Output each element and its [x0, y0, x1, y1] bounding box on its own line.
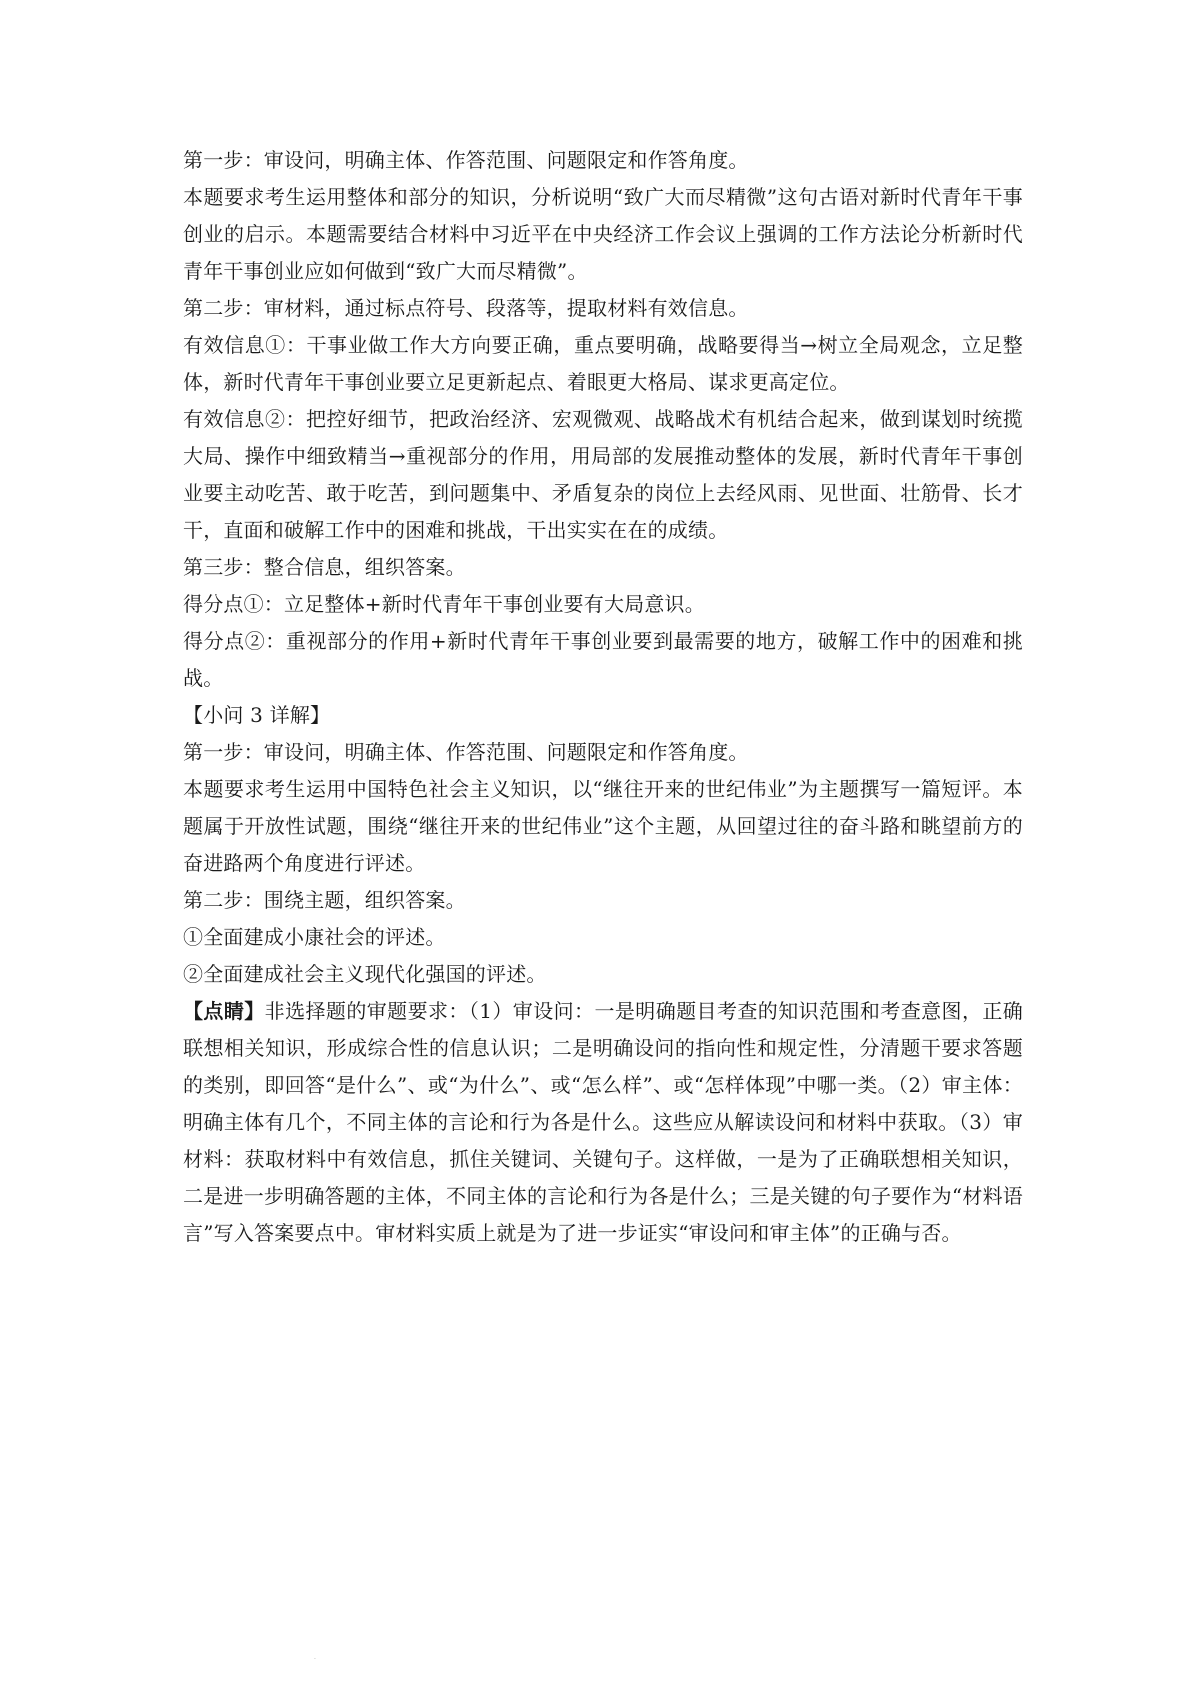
- valid-info-two: 有效信息②：把控好细节，把政治经济、宏观微观、战略战术有机结合起来，做到谋划时统揽大局、操作中细致精当→重视部分的作用，用局部的发展推动整体的发展，新时代青年干事创业要主动吃苦、敢于吃苦，到问题集中、矛盾复杂的岗位上去经风雨、见世面、壮筋骨、长才干，直面和破解工作中的困难和挑战，干出实实在在的成绩。: [183, 407, 1023, 542]
- dianjing-label: 【点睛】: [183, 999, 265, 1023]
- step-three-heading: 第三步：整合信息，组织答案。: [183, 555, 466, 579]
- sub-question-3-heading: 【小问 3 详解】: [183, 703, 331, 727]
- dianjing-paragraph: [183, 993, 1023, 1252]
- page-mark: .: [314, 1654, 316, 1661]
- step-one-heading-q3: 第一步：审设问，明确主体、作答范围、问题限定和作答角度。: [183, 740, 749, 764]
- answer-point-two: ②全面建成社会主义现代化强国的评述。: [183, 962, 547, 986]
- step-one-heading: 第一步：审设问，明确主体、作答范围、问题限定和作答角度。: [183, 148, 749, 172]
- score-point-two: 得分点②：重视部分的作用+新时代青年干事创业要到最需要的地方，破解工作中的困难和挑战。: [183, 629, 1023, 690]
- answer-point-one: ①全面建成小康社会的评述。: [183, 925, 446, 949]
- question-analysis-paragraph: 本题要求考生运用整体和部分的知识，分析说明“致广大而尽精微”这句古语对新时代青年干事创业的启示。本题需要结合材料中习近平在中央经济工作会议上强调的工作方法论分析新时代青年干事创业应如何做到“致广大而尽精微”。: [183, 185, 1023, 283]
- question-analysis-paragraph-q3: 本题要求考生运用中国特色社会主义知识，以“继往开来的世纪伟业”为主题撰写一篇短评。本题属于开放性试题，围绕“继往开来的世纪伟业”这个主题，从回望过往的奋斗路和眺望前方的奋进路两个角度进行评述。: [183, 777, 1023, 875]
- dianjing-text: 非选择题的审题要求：（1）审设问：一是明确题目考查的知识范围和考查意图，正确联想相关知识，形成综合性的信息认识；二是明确设问的指向性和规定性，分清题干要求答题的类别，即回答“是什么”、或“为什么”、或“怎么样”、或“怎样体现”中哪一类。（2）审主体：明确主体有几个，不同主体的言论和行为各是什么。这些应从解读设问和材料中获取。（3）审材料：获取材料中有效信息，抓住关键词、关键句子。这样做，一是为了正确联想相关知识，二是进一步明确答题的主体，不同主体的言论和行为各是什么；三是关键的句子要作为“材料语言”写入答案要点中。审材料实质上就是为了进一步证实“审设问和审主体”的正确与否。: [183, 999, 1023, 1245]
- step-two-heading-q3: 第二步：围绕主题，组织答案。: [183, 888, 466, 912]
- score-point-one: 得分点①：立足整体+新时代青年干事创业要有大局意识。: [183, 592, 705, 616]
- step-two-heading: 第二步：审材料，通过标点符号、段落等，提取材料有效信息。: [183, 296, 749, 320]
- valid-info-one: 有效信息①：干事业做工作大方向要正确，重点要明确，战略要得当→树立全局观念，立足整体，新时代青年干事创业要立足更新起点、着眼更大格局、谋求更高定位。: [183, 333, 1023, 394]
- document-body: [183, 142, 1023, 1252]
